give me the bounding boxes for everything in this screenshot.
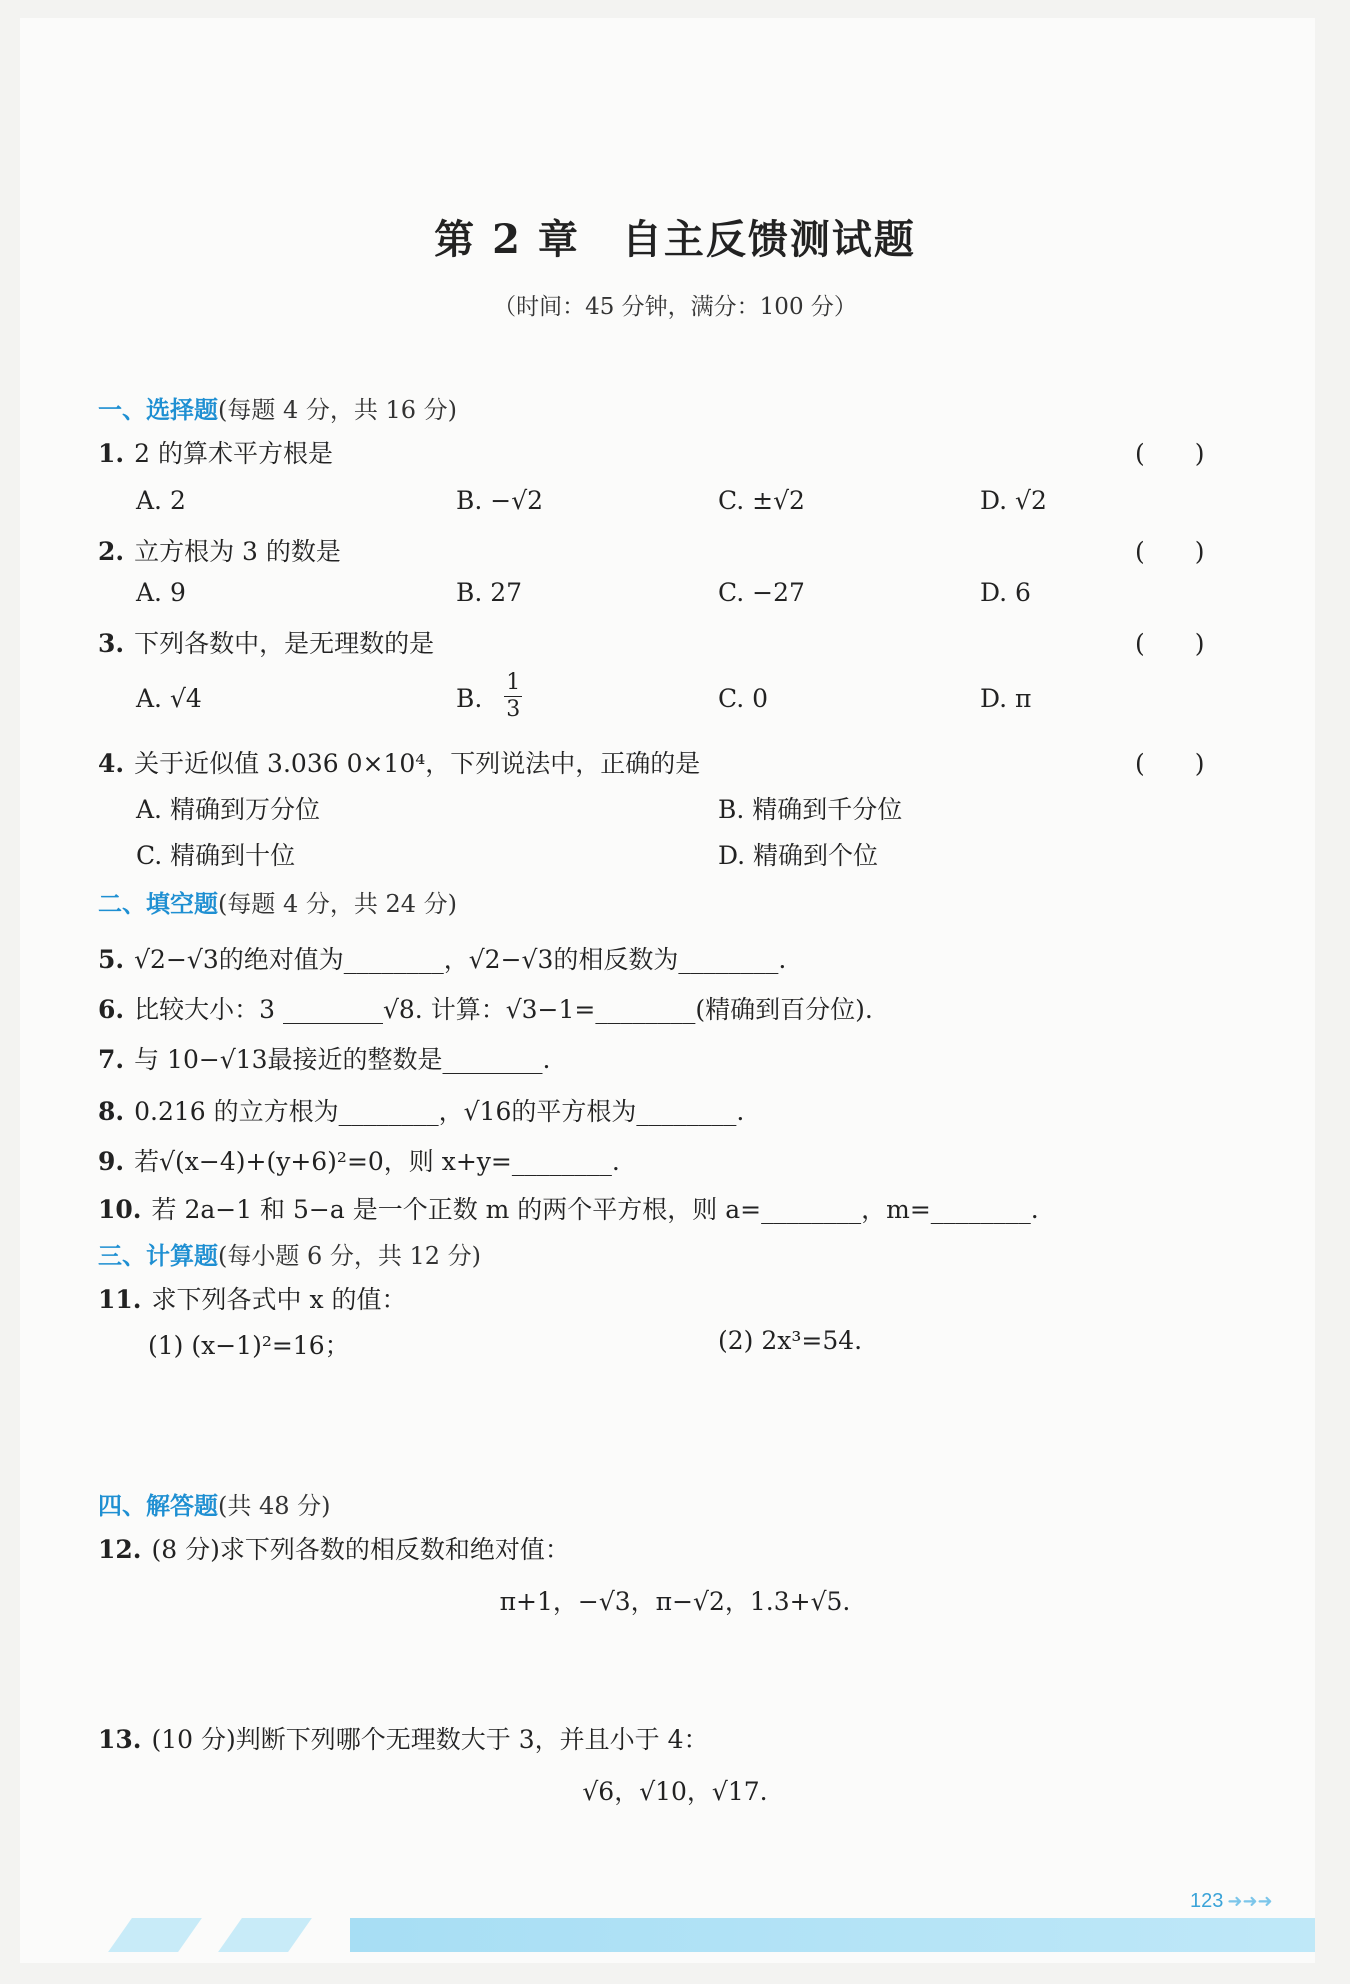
fraction	[504, 670, 522, 723]
question-2	[98, 532, 341, 568]
footer-band	[100, 1918, 1315, 1952]
option-label: B.	[456, 684, 483, 713]
question-13	[98, 1720, 708, 1756]
question-text: 比较大小：3 ________√8. 计算：√3−1=________(精确到百分位).	[134, 995, 873, 1024]
question-7	[98, 1040, 551, 1076]
option-a: A. 2	[136, 486, 186, 515]
question-text: 若√(x−4)+(y+6)²=0，则 x+y=________.	[134, 1147, 620, 1176]
option-a: A. 9	[136, 578, 186, 607]
question-number: 3.	[98, 629, 125, 658]
fraction-denominator: 3	[506, 697, 521, 722]
question-number: 2.	[98, 537, 125, 566]
question-12	[98, 1530, 570, 1566]
question-text: 0.216 的立方根为________，√16的平方根为________.	[134, 1097, 745, 1126]
question-number: 6.	[98, 995, 125, 1024]
question-number: 5.	[98, 945, 125, 974]
page-number	[1190, 1890, 1273, 1913]
fraction-numerator: 1	[506, 670, 521, 695]
page-title: 第 2 章 自主反馈测试题	[434, 216, 916, 263]
section-scoring: (每题 4 分，共 16 分)	[218, 396, 458, 424]
question-13-expression: √6，√10，√17.	[582, 1777, 768, 1806]
footer-stripe	[218, 1918, 312, 1952]
question-3	[98, 624, 434, 660]
question-text: 2 的算术平方根是	[134, 439, 333, 468]
question-5	[98, 940, 786, 976]
option-b: B. 27	[456, 578, 523, 607]
page-subtitle: （时间：45 分钟，满分：100 分）	[493, 294, 857, 320]
option-b	[456, 670, 522, 723]
question-6	[98, 990, 873, 1026]
question-number: 10.	[98, 1195, 142, 1224]
section-scoring: (每小题 6 分，共 12 分)	[218, 1242, 482, 1270]
question-4	[98, 744, 700, 780]
option-d: D. 6	[980, 578, 1031, 607]
section-scoring: (共 48 分)	[218, 1492, 331, 1520]
question-number: 7.	[98, 1045, 125, 1074]
question-1	[98, 434, 333, 470]
question-text: (10 分)判断下列哪个无理数大于 3，并且小于 4：	[151, 1725, 709, 1754]
question-number: 1.	[98, 439, 125, 468]
section-name: 一、选择题	[98, 395, 218, 424]
question-number: 4.	[98, 749, 125, 778]
option-c: C. ±√2	[718, 486, 805, 515]
question-text: 求下列各式中 x 的值：	[151, 1285, 407, 1314]
answer-paren: ( )	[1135, 439, 1205, 468]
question-8	[98, 1092, 744, 1128]
section-heading-fill	[98, 884, 457, 919]
option-b: B. 精确到千分位	[718, 795, 903, 824]
question-number: 9.	[98, 1147, 125, 1176]
subquestion-1: (1) (x−1)²=16；	[148, 1331, 350, 1360]
page-number-text: 123	[1190, 1890, 1224, 1912]
option-d: D. 精确到个位	[718, 841, 879, 870]
question-text: 立方根为 3 的数是	[134, 537, 341, 566]
answer-paren: ( )	[1135, 537, 1205, 566]
question-number: 11.	[98, 1285, 142, 1314]
question-text: (8 分)求下列各数的相反数和绝对值：	[151, 1535, 570, 1564]
question-12-expression: π+1，−√3，π−√2，1.3+√5.	[499, 1587, 851, 1616]
footer-stripe	[108, 1918, 202, 1952]
option-b: B. −√2	[456, 486, 544, 515]
option-d: D. π	[980, 684, 1032, 713]
section-heading-choice	[98, 390, 457, 425]
option-a: A. 精确到万分位	[136, 795, 320, 824]
option-a: A. √4	[136, 684, 202, 713]
question-11	[98, 1280, 407, 1316]
question-number: 8.	[98, 1097, 125, 1126]
section-name: 二、填空题	[98, 889, 218, 918]
question-text: 与 10−√13最接近的整数是________.	[134, 1045, 551, 1074]
section-scoring: (每题 4 分，共 24 分)	[218, 890, 458, 918]
option-c: C. 0	[718, 684, 769, 713]
subquestion-2: (2) 2x³=54.	[718, 1326, 863, 1355]
option-c: C. 精确到十位	[136, 841, 296, 870]
option-d: D. √2	[980, 486, 1047, 515]
question-number: 12.	[98, 1535, 142, 1564]
question-9	[98, 1142, 620, 1178]
answer-paren: ( )	[1135, 749, 1205, 778]
question-text: 下列各数中，是无理数的是	[134, 629, 435, 658]
section-heading-answer	[98, 1486, 331, 1521]
section-name: 三、计算题	[98, 1241, 218, 1270]
question-number: 13.	[98, 1725, 142, 1754]
arrow-right-icon: ➜➜➜	[1227, 1891, 1273, 1911]
option-c: C. −27	[718, 578, 805, 607]
question-10	[98, 1190, 1039, 1226]
question-text: 若 2a−1 和 5−a 是一个正数 m 的两个平方根，则 a=________，m=________.	[151, 1195, 1039, 1224]
question-text: 关于近似值 3.036 0×10⁴，下列说法中，正确的是	[134, 749, 701, 778]
footer-bar	[350, 1918, 1315, 1952]
answer-paren: ( )	[1135, 629, 1205, 658]
section-heading-calc	[98, 1236, 481, 1271]
section-name: 四、解答题	[98, 1491, 218, 1520]
question-text: √2−√3的绝对值为________，√2−√3的相反数为________.	[134, 945, 787, 974]
